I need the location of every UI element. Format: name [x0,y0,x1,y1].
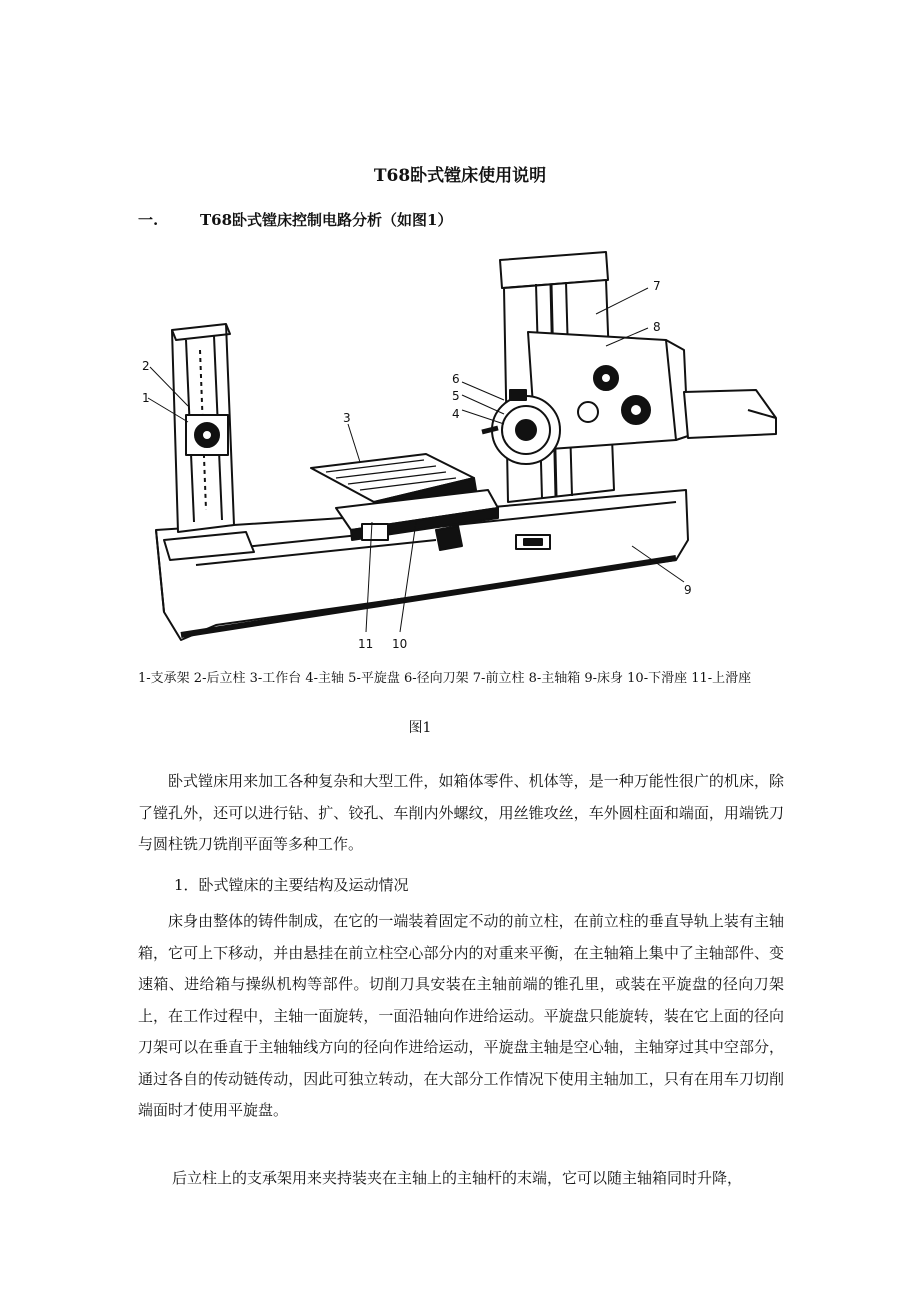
section-title: T68卧式镗床控制电路分析（如图1） [200,211,453,229]
callout-7: 7 [653,279,661,293]
callout-3: 3 [343,411,351,425]
callout-5: 5 [452,389,460,403]
structure-paragraph: 床身由整体的铸件制成，在它的一端装着固定不动的前立柱，在前立柱的垂直导轨上装有主轴箱，它可上下移动，并由悬挂在前立柱空心部分内的对重来平衡，在主轴箱上集中了主轴部件、变速箱、进给箱与操纵机构等部件。切削刀具安装在主轴前端的锥孔里，或装在平旋盘的径向刀架上，在工作过程中，主轴一面旋转，一面沿轴向作进给运动。平旋盘只能旋转，装在它上面的径向刀架可以在垂直于主轴轴线方向的径向作进给运动，平旋盘主轴是空心轴，主轴穿过其中空部分，通过各自的传动链传动，因此可独立转动，在大部分工作情况下使用主轴加工，只有在用车刀切削端面时才使用平旋盘。 [138,912,784,1119]
boring-machine-drawing [136,240,796,660]
callout-6: 6 [452,372,460,386]
boring-machine-figure [136,240,796,660]
intro-paragraph: 卧式镗床用来加工各种复杂和大型工件，如箱体零件、机体等，是一种万能性很广的机床，除了镗孔外，还可以进行钻、扩、铰孔、车削内外螺纹，用丝锥攻丝，车外圆柱面和端面，用端铣刀与圆柱铣刀铣削平面等多种工作。 [138,772,784,853]
callout-8: 8 [653,320,661,334]
callout-10: 10 [392,637,408,651]
section-number: 一. [138,211,159,229]
section-heading [138,209,452,230]
figure-caption: 1-支承架 2-后立柱 3-工作台 4-主轴 5-平旋盘 6-径向刀架 7-前立柱 8-主轴箱 9-床身 10-下滑座 11-上滑座 [138,671,752,686]
callout-1: 1 [142,391,150,405]
page-title: T68卧式镗床使用说明 [373,166,547,186]
callout-11: 11 [358,637,374,651]
figure-label: 图1 [408,720,432,736]
callout-2: 2 [142,359,150,373]
subsection-heading: 1．卧式镗床的主要结构及运动情况 [174,876,409,894]
callout-9: 9 [684,583,692,597]
support-paragraph: 后立柱上的支承架用来夹持装夹在主轴上的主轴杆的末端，它可以随主轴箱同时升降， [172,1169,743,1187]
callout-4: 4 [452,407,460,421]
